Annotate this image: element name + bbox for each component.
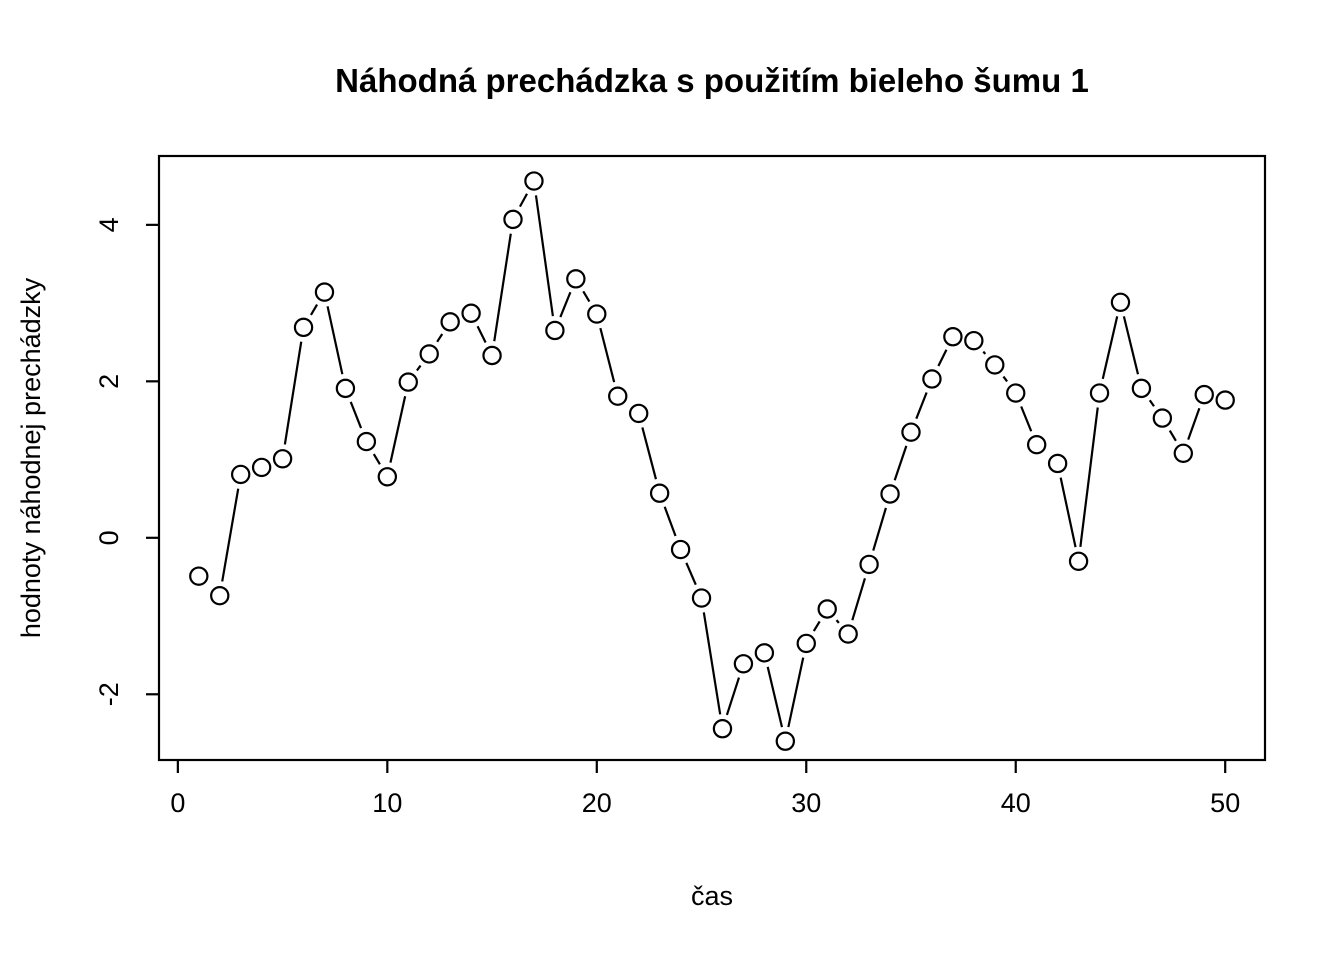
data-point-marker (232, 466, 249, 483)
data-point-marker (295, 319, 312, 336)
series-line-segment (873, 508, 886, 551)
series-line-segment (837, 620, 839, 623)
series-line-segment (351, 402, 361, 428)
x-tick-label: 10 (372, 788, 403, 818)
data-point-marker (651, 485, 668, 502)
data-point-marker (421, 345, 438, 362)
series-line-segment (768, 667, 782, 727)
series-line-segment (788, 658, 803, 727)
series-line-segment (852, 578, 865, 620)
data-point-marker (777, 733, 794, 750)
series-line-segment (328, 306, 343, 374)
series-line-segment (1061, 478, 1076, 547)
x-tick-label: 50 (1210, 788, 1241, 818)
data-point-marker (1217, 392, 1234, 409)
series-line-segment (311, 305, 317, 315)
series-line-segment (600, 328, 614, 382)
data-point-marker (337, 380, 354, 397)
series-line-segment (285, 342, 301, 445)
series-line-segment (222, 489, 238, 582)
series-line-segment (1170, 431, 1176, 441)
series-line-segment (704, 612, 720, 714)
series-line-segment (1124, 316, 1138, 374)
data-point-marker (965, 332, 982, 349)
data-point-marker (1028, 436, 1045, 453)
y-tick-label: 0 (94, 530, 124, 546)
data-point-marker (1091, 384, 1108, 401)
data-point-marker (546, 322, 563, 339)
y-tick-label: 2 (94, 373, 124, 389)
data-point-marker (253, 459, 270, 476)
series-line-segment (1080, 407, 1097, 546)
data-point-marker (211, 587, 228, 604)
data-point-marker (442, 313, 459, 330)
data-point-marker (1007, 384, 1024, 401)
plot-area (94, 156, 1265, 818)
data-point-marker (609, 388, 626, 405)
data-point-marker (1133, 380, 1150, 397)
y-tick-label: -2 (94, 682, 124, 707)
data-point-marker (714, 720, 731, 737)
data-point-marker (1049, 455, 1066, 472)
data-point-marker (525, 172, 542, 189)
data-point-marker (881, 485, 898, 502)
series-line-segment (814, 621, 820, 631)
data-point-marker (400, 374, 417, 391)
series-line-segment (374, 454, 380, 464)
x-tick-label: 30 (791, 788, 822, 818)
series-line-segment (417, 366, 421, 371)
data-point-marker (944, 328, 961, 345)
x-tick-label: 40 (1000, 788, 1031, 818)
series-line-segment (1150, 400, 1154, 406)
series-line-segment (1188, 408, 1199, 439)
series-line-segment (494, 234, 511, 341)
series-line-segment (536, 195, 553, 316)
series-line-segment (390, 396, 405, 462)
data-point-marker (861, 556, 878, 573)
y-axis-label: hodnoty náhodnej prechádzky (16, 277, 46, 639)
series-line-segment (1103, 316, 1117, 378)
data-point-marker (923, 370, 940, 387)
series-line-segment (665, 507, 676, 536)
data-point-marker (316, 284, 333, 301)
data-point-marker (483, 347, 500, 364)
series-line-segment (983, 352, 985, 354)
data-point-marker (463, 305, 480, 322)
data-point-marker (379, 468, 396, 485)
data-point-marker (672, 541, 689, 558)
series-line-segment (938, 350, 946, 366)
series-line-segment (727, 678, 739, 715)
data-point-marker (358, 433, 375, 450)
data-point-marker (693, 589, 710, 606)
series-line-segment (895, 446, 907, 480)
series-line-segment (642, 427, 656, 479)
data-point-marker (588, 305, 605, 322)
series-line-segment (1021, 406, 1031, 431)
chart-title: Náhodná prechádzka s použitím bieleho šumu 1 (335, 62, 1089, 99)
data-point-marker (986, 356, 1003, 373)
data-point-marker (819, 600, 836, 617)
data-point-marker (1154, 409, 1171, 426)
data-point-marker (840, 625, 857, 642)
data-point-marker (1070, 553, 1087, 570)
series-line-segment (560, 292, 570, 317)
series-line-segment (437, 334, 442, 342)
series-line-segment (916, 392, 926, 418)
data-point-marker (1112, 294, 1129, 311)
x-tick-label: 20 (581, 788, 612, 818)
data-point-marker (274, 450, 291, 467)
series-line-segment (686, 563, 695, 585)
series-line-segment (520, 194, 527, 207)
data-point-marker (190, 568, 207, 585)
series-line-segment (583, 291, 589, 301)
x-tick-label: 0 (170, 788, 186, 818)
data-point-marker (735, 655, 752, 672)
series-line-segment (1003, 377, 1007, 382)
data-point-marker (798, 635, 815, 652)
data-point-marker (1175, 445, 1192, 462)
data-point-marker (902, 424, 919, 441)
data-point-marker (756, 644, 773, 661)
data-point-marker (630, 405, 647, 422)
y-tick-label: 4 (94, 217, 124, 233)
data-point-marker (567, 270, 584, 287)
series-line-segment (478, 326, 486, 342)
data-point-marker (1196, 386, 1213, 403)
x-axis-label: čas (690, 881, 734, 911)
data-point-marker (504, 211, 521, 228)
